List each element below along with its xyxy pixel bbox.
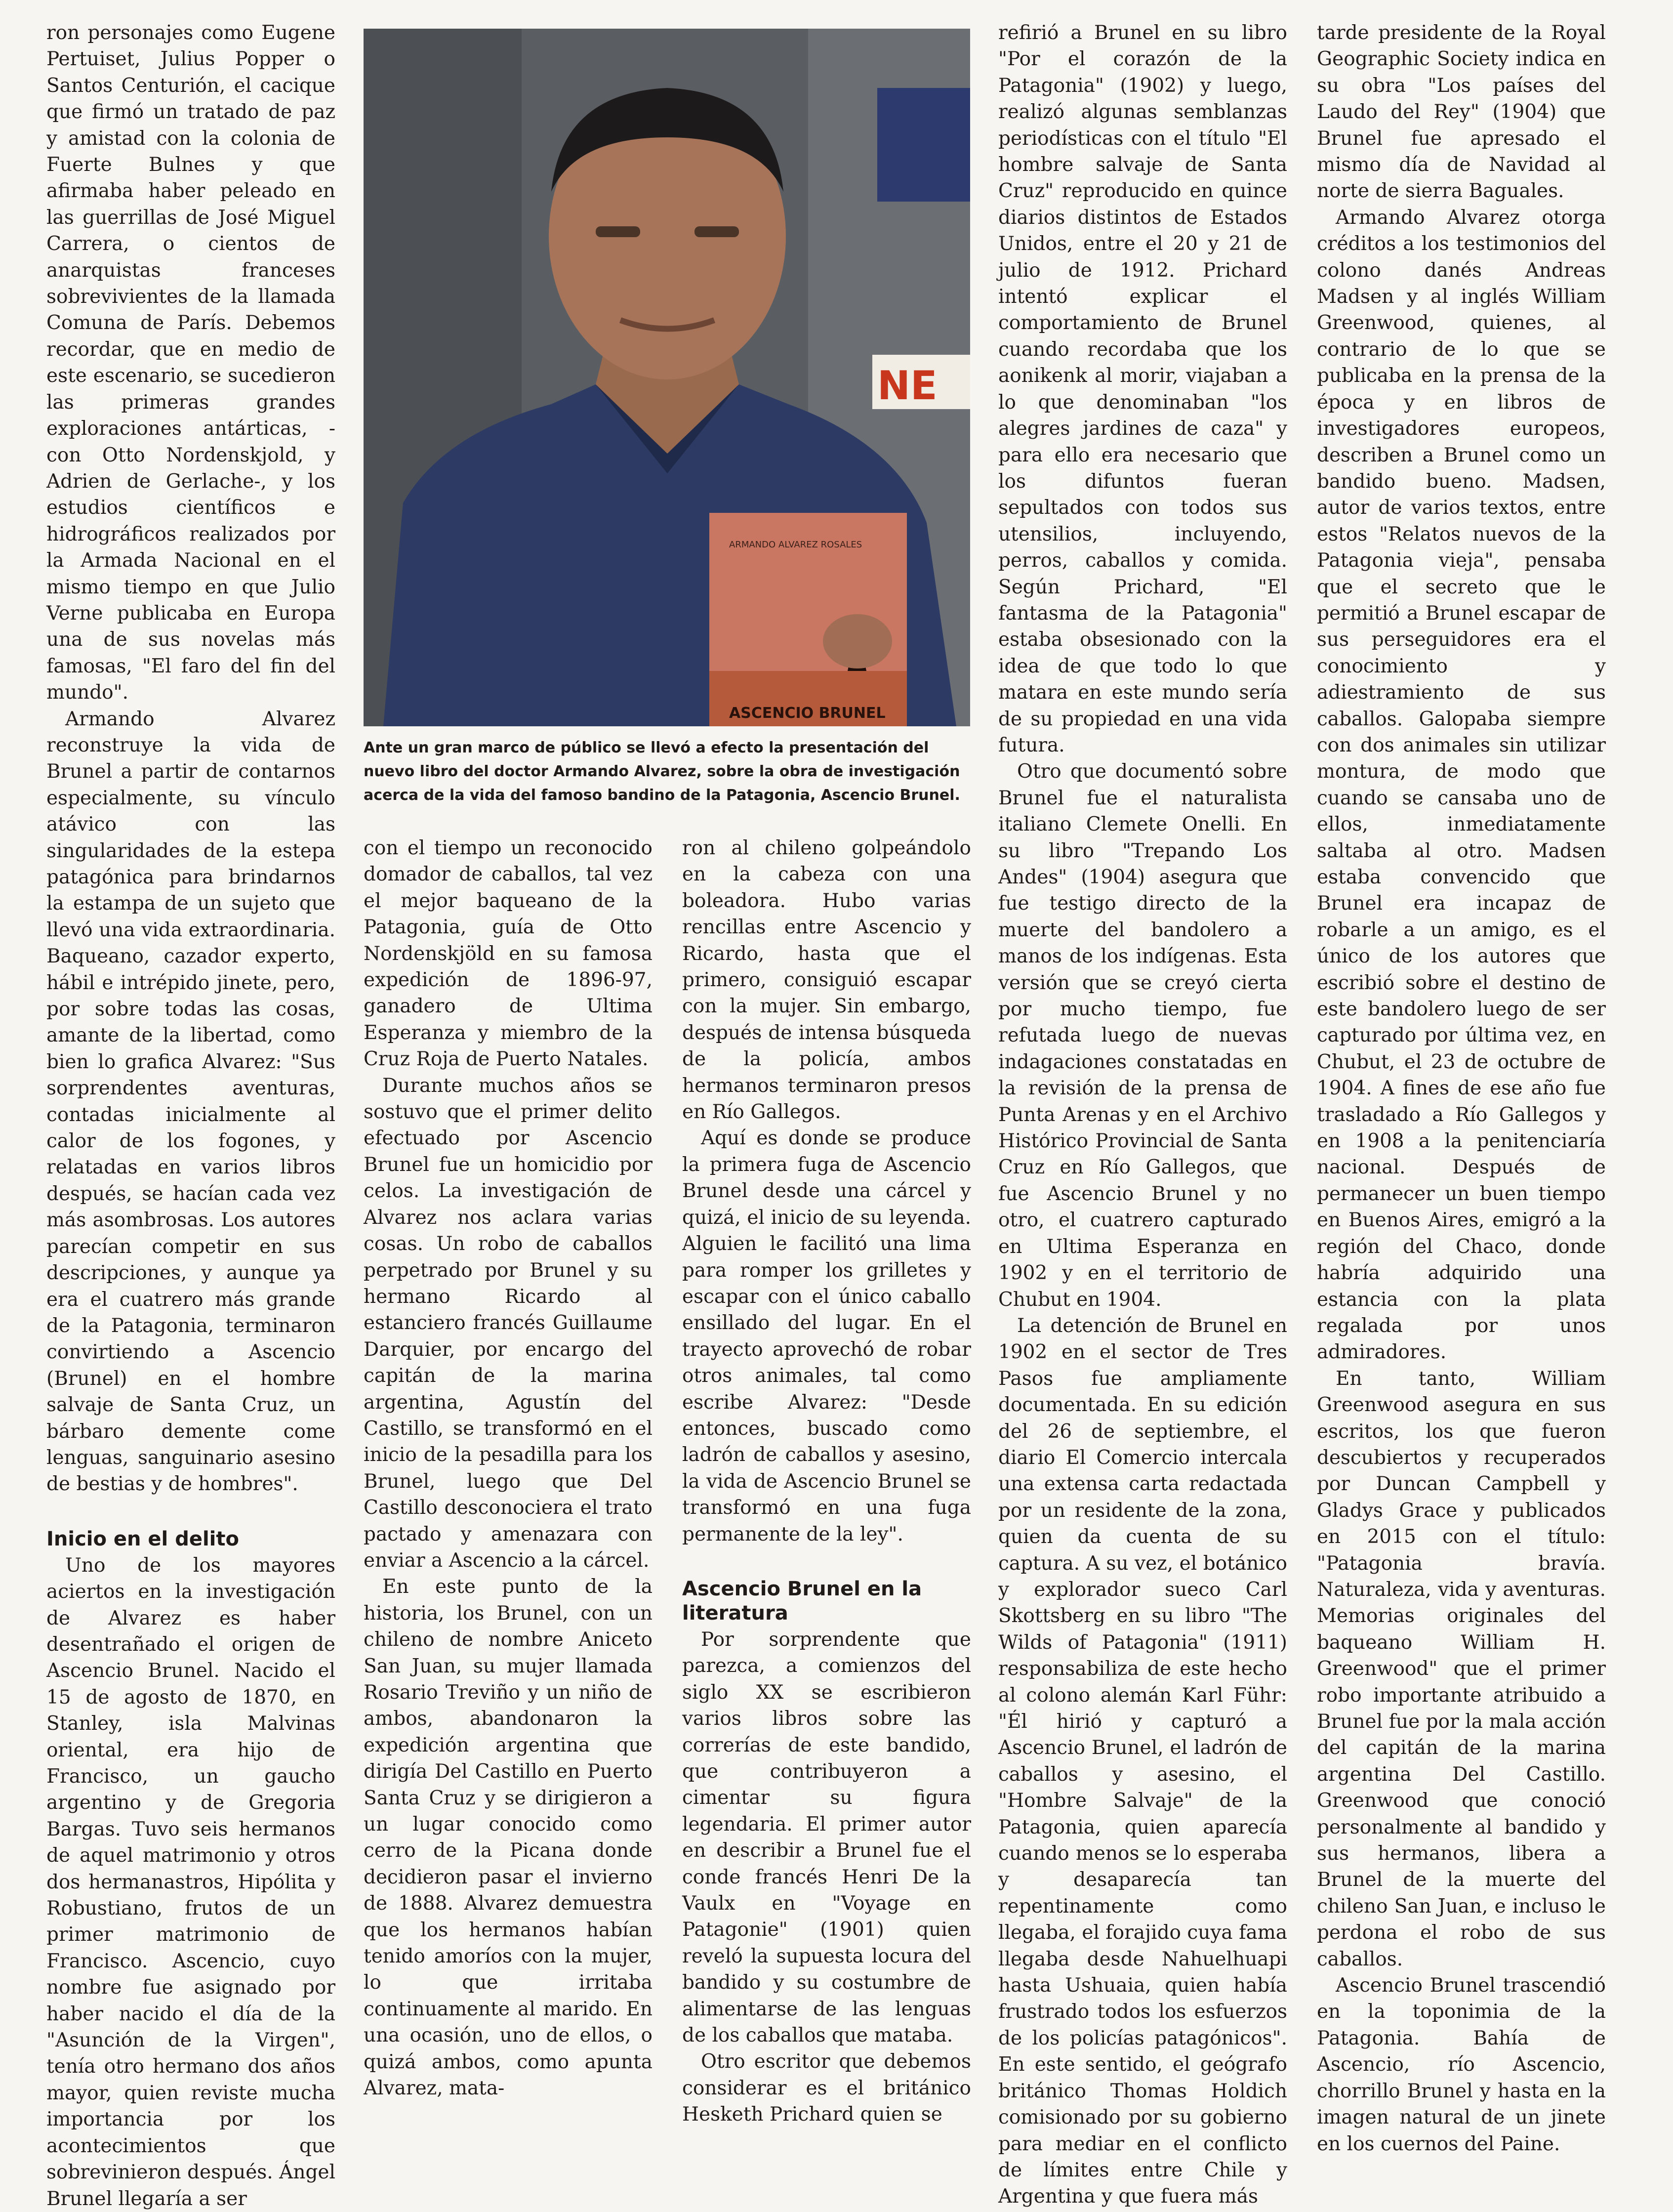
article-column-4	[998, 20, 1287, 2208]
paragraph: ron al chileno golpeándolo en la cabeza con una boleadora. Hubo varias rencillas entre Ascencio y Ricardo, hasta que el primero, consiguió escapar con la mujer. Sin embargo, después de intensa búsqueda de la policía, ambos hermanos terminaron presos en Río Gallegos.	[682, 837, 971, 1124]
paragraph: En este punto de la historia, los Brunel, con un chileno de nombre Aniceto San Juan, su mujer llamada Rosario Treviño y un niño de ambos, abandonaron la expedición argentina que dirigía Del Castillo en Puerto Santa Cruz y se dirigieron a un lugar conocido como cerro de la Picana donde decidieron pasar el invierno de 1888. Alvarez demuestra que los hermanos habían tenido amoríos con la mujer, lo que irritaba continuamente al marido. En una ocasión, uno de ellos, o quizá ambos, como apunta Alvarez, mata-	[364, 1576, 653, 2100]
paragraph: Armando Alvarez otorga créditos a los testimonios del colono danés Andreas Madsen y al inglés William Greenwood, quienes, al contrario de lo que se publicaba en la prensa de la época y en libros de investigadores europeos, describen a Brunel como un bandido bueno. Madsen, autor de varios textos, entre estos "Relatos nuevos de la Patagonia vieja", pensaba que el secreto que le permitió a Brunel escapar de sus perseguidores era el conocimiento y adiestramiento de sus caballos. Galopaba siempre con dos animales sin utilizar montura, de modo que cuando se cansaba uno de ellos, inmediatamente saltaba al otro. Madsen estaba convencido que Brunel era incapaz de robarle a un amigo, es el único de los autores que escribió sobre el destino de este bandolero luego de ser capturado por última vez, en Chubut, el 23 de octubre de 1904. A fines de ese año fue trasladado a Río Gallegos y en 1908 a la penitenciaría nacional. Después de permanecer un buen tiempo en Buenos Aires, emigró a la región del Chaco, donde habría adquirido una estancia con la plata regalada por unos admiradores.	[1317, 206, 1606, 1364]
paragraph: Aquí es donde se produce la primera fuga de Ascencio Brunel desde una cárcel y quizá, el inicio de su leyenda. Alguien le facilitó una lima para romper los grilletes y escapar con el único caballo ensillado del lugar. En el trayecto aprovechó de robar otros animales, tal como escribe Alvarez: "Desde entonces, buscado como ladrón de caballos y asesino, la vida de Ascencio Brunel se transformó en una fuga permanente de la ley".	[682, 1127, 971, 1545]
book-cover	[709, 513, 907, 726]
paragraph: Uno de los mayores aciertos en la investigación de Alvarez es haber desentrañado el origen de Ascencio Brunel. Nacido el 15 de agosto de 1870, en Stanley, isla Malvinas oriental, era hijo de Francisco, un gaucho argentino y de Gregoria Bargas. Tuvo seis hermanos de aquel matrimonio y otros dos hermanastros, Hipólita y Robustiano, frutos de un primer matrimonio de Francisco. Ascencio, cuyo nombre fue asignado por haber nacido el día de la "Asunción de la Virgen", tenía otro hermano dos años mayor, quien reviste mucha importancia por los acontecimientos que sobrevinieron después. Ángel Brunel llegaría a ser	[46, 1554, 335, 2210]
article-column-2	[364, 835, 653, 2100]
paragraph: Ascencio Brunel trascendió en la toponimia de la Patagonia. Bahía de Ascencio, río Ascencio, chorrillo Brunel y hasta en la imagen natural de un jinete en los cuernos del Paine.	[1317, 1974, 1606, 2155]
photo-caption: Ante un gran marco de público se llevó a efecto la presentación del nuevo libro del doctor Armando Alvarez, sobre la obra de investigación acerca de la vida del famoso bandino de la Patagonia, Ascencio Brunel.	[364, 739, 960, 804]
paragraph: Por sorprendente que parezca, a comienzos del siglo XX se escribieron varios libros sobre las correrías de este bandido, que contribuyeron a cimentar su figura legendaria. El primer autor en describir a Brunel fue el conde francés Henri De la Vaulx en "Voyage en Patagonie" (1901) quien reveló la supuesta locura del bandido y su costumbre de alimentarse de las lenguas de los caballos que mataba.	[682, 1628, 971, 2047]
article-column-3	[682, 835, 971, 2126]
paragraph: En tanto, William Greenwood asegura en sus escritos, los que fueron descubiertos y recuperados por Duncan Campbell y Gladys Grace y publicados en 2015 con el título: "Patagonia bravía. Naturaleza, vida y aventuras. Memorias originales del baqueano William H. Greenwood" que el primer robo importante atribuido a Brunel fue por la mala acción del capitán de la marina argentina Del Castillo. Greenwood que conoció personalmente al bandido y sus hermanos, libera a Brunel de la muerte del chileno San Juan, e incluso le perdona el robo de sus caballos.	[1317, 1367, 1606, 1970]
paragraph: Otro que documentó sobre Brunel fue el naturalista italiano Clemete Onelli. En su libro "Trepando Los Andes" (1904) asegura que fue testigo directo de la muerte del bandolero a manos de los indígenas. Esta versión que se creyó cierta por mucho tiempo, fue refutada luego de nuevas indagaciones constatadas en la revisión de la prensa de Punta Arenas y en el Archivo Histórico Provincial de Santa Cruz en Río Gallegos, que fue Ascencio Brunel y no otro, el cuatrero capturado en Ultima Esperanza en 1902 y en el territorio de Chubut en 1904.	[998, 760, 1287, 1311]
article-column-1	[46, 20, 335, 2210]
article-column-5	[1317, 20, 1606, 2155]
paragraph: Armando Alvarez reconstruye la vida de Brunel a partir de contarnos especialmente, su vínculo atávico con las singularidades de la estepa patagónica para brindarnos la estampa de un sujeto que llevó una vida extraordinaria. Baqueano, cazador experto, hábil e intrépido jinete, pero, por sobre todas las cosas, amante de la libertad, como bien lo grafica Alvarez: "Sus sorprendentes aventuras, contadas inicialmente al calor de los fogones, y relatadas en varios libros después, se hacían cada vez más asombrosas. Los autores parecían competir en sus descripciones, y aunque ya era el cuatrero más grande de la Patagonia, terminaron convirtiendo a Ascencio (Brunel) en el hombre salvaje de Santa Cruz, un bárbaro demente come lenguas, sanguinario asesino de bestias y de hombres".	[46, 708, 335, 1496]
paragraph: refirió a Brunel en su libro "Por el corazón de la Patagonia" (1902) y luego, realizó algunas semblanzas periodísticas con el título "El hombre salvaje de Santa Cruz" reproducido en quince diarios distintos de Estados Unidos, entre el 20 y 21 de julio de 1912. Prichard intentó explicar el comportamiento de Brunel cuando recordaba que los aonikenk al morir, viajaban a lo que denominaban "los alegres jardines de caza" y para ello era necesario que los difuntos fueran sepultados con todos sus utensilios, incluyendo, perros, caballos y comida. Según Prichard, "El fantasma de la Patagonia" estaba obsesionado con la idea de que todo lo que matara en este mundo sería de su propiedad en una vida futura.	[998, 22, 1287, 756]
paragraph: Durante muchos años se sostuvo que el primer delito efectuado por Ascencio Brunel fue un homicidio por celos. La investigación de Alvarez nos aclara varias cosas. Un robo de caballos perpetrado por Brunel y su hermano Ricardo al estanciero francés Guillaume Darquier, por encargo del capitán de la marina argentina, Agustín del Castillo, se transformó en el inicio de la pesadilla para los Brunel, luego que Del Castillo desconociera el trato pactado y amenazara con enviar a Ascencio a la cárcel.	[364, 1074, 653, 1572]
book-cover-title: ASCENCIO BRUNEL	[729, 705, 886, 722]
paragraph: La detención de Brunel en 1902 en el sector de Tres Pasos fue ampliamente documentada. En su edición del 26 de septiembre, el diario El Comercio intercala una extensa carta redactada por un residente de la zona, quien da cuenta de su captura. A su vez, el botánico y explorador sueco Carl Skottsberg en su libro "The Wilds of Patagonia" (1911) responsabiliza de este hecho al colono alemán Karl Führ: "Él hirió y capturó a Ascencio Brunel, el ladrón de caballos y asesino, el "Hombre Salvaje" de la Patagonia, quien aparecía cuando menos se lo esperaba y desaparecía tan repentinamente como llegaba, el forajido cuya fama llegaba desde Nahuelhuapi hasta Ushuaia, quien había frustrado todos los esfuerzos de los policías patagónicos". En este sentido, el geógrafo británico Thomas Holdich comisionado por su gobierno para mediar en el conflicto de límites entre Chile y Argentina y que fuera más	[998, 1314, 1287, 2208]
article-photo	[364, 29, 970, 726]
section-heading-literatura: Ascencio Brunel en la literatura	[682, 1577, 922, 1625]
paragraph: ron personajes como Eugene Pertuiset, Julius Popper o Santos Centurión, el cacique que firmó un tratado de paz y amistad con la colonia de Fuerte Bulnes y que afirmaba haber peleado en las guerrillas de José Miguel Carrera, o cientos de anarquistas franceses sobrevivientes de la llamada Comuna de París. Debemos recordar, que en medio de este escenario, se sucedieron las primeras grandes exploraciones antárticas, -con Otto Nordenskjold, y Adrien de Gerlache-, y los estudios científicos e hidrográficos realizados por la Armada Nacional en el mismo tiempo en que Julio Verne publicaba en Europa una de sus novelas más famosas, "El faro del fin del mundo".	[46, 22, 335, 704]
paragraph: Otro escritor que debemos considerar es el británico Hesketh Prichard quien se	[682, 2050, 971, 2126]
paragraph: con el tiempo un reconocido domador de caballos, tal vez el mejor baqueano de la Patagonia, guía de Otto Nordenskjöld en su famosa expedición de 1896-97, ganadero de Ultima Esperanza y miembro de la Cruz Roja de Puerto Natales.	[364, 837, 653, 1071]
section-heading-inicio: Inicio en el delito	[46, 1527, 239, 1550]
banner-text: NE	[877, 363, 938, 409]
paragraph: tarde presidente de la Royal Geographic Society indica en su obra "Los países del Laudo del Rey" (1904) que Brunel fue apresado el mismo día de Navidad al norte de sierra Baguales.	[1317, 22, 1606, 203]
book-cover-text: ARMANDO ALVAREZ ROSALES	[729, 540, 862, 550]
